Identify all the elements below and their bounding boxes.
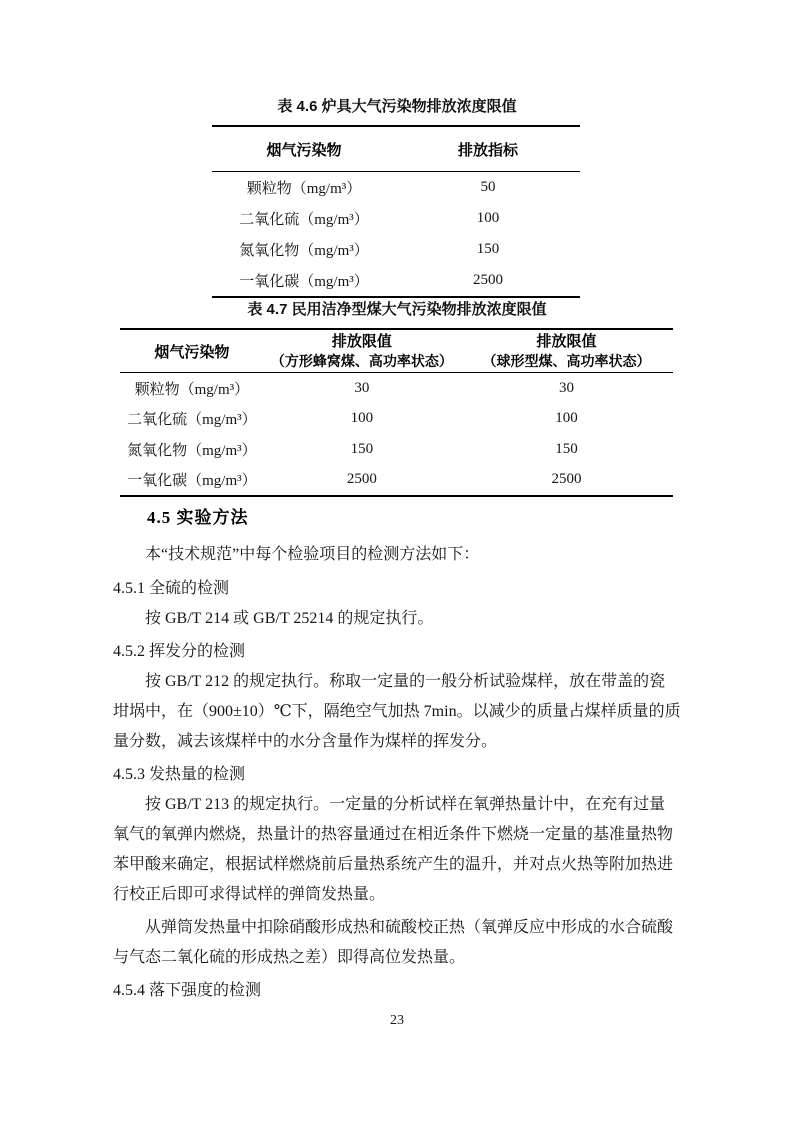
section-heading-4-5: 4.5 实验方法 (147, 508, 249, 527)
table-row (120, 465, 673, 497)
body-line: 按 GB/T 214 或 GB/T 25214 的规定执行。 (145, 610, 434, 627)
value-cell: 100 (350, 410, 374, 427)
header-limit-label: 排放限值 (331, 332, 392, 350)
table-row (212, 234, 580, 265)
subsection-heading-4-5-4: 4.5.4 落下强度的检测 (113, 982, 262, 999)
table-4-6 (212, 125, 580, 298)
table-4-7 (120, 328, 673, 497)
value-cell: 150 (555, 440, 578, 457)
value-cell: 2500 (473, 272, 503, 288)
table-row (120, 404, 673, 435)
column-header-pollutant: 烟气污染物 (212, 126, 396, 172)
pollutant-cell: 氮氧化物（mg/m³） (127, 442, 257, 459)
body-line: 与气态二氧化硫的形成热之差）即得高位发热量。 (113, 949, 466, 966)
body-line: 氧气的氧弹内燃烧，热量计的热容量通过在相近条件下燃烧一定量的基准量热物 (113, 826, 674, 843)
table-row (212, 265, 580, 297)
value-cell: 2500 (346, 471, 377, 488)
header-limit-condition: （方形蜂窝煤、高功率状态） (270, 352, 453, 369)
value-cell: 150 (476, 241, 500, 257)
value-cell: 50 (480, 179, 496, 195)
body-line: 坩埚中，在（900±10）℃下，隔绝空气加热 7min。以减少的质量占煤样质量的质 (113, 703, 681, 720)
value-cell: 100 (555, 410, 578, 427)
table-4-7-caption: 表 4.7 民用洁净型煤大气污染物排放浓度限值 (247, 301, 547, 318)
value-cell: 150 (350, 440, 374, 457)
subsection-heading-4-5-3: 4.5.3 发热量的检测 (113, 766, 246, 783)
table-4-6-header-row (212, 126, 580, 172)
pollutant-cell: 颗粒物（mg/m³） (246, 181, 362, 197)
table-4-6-caption: 表 4.6 炉具大气污染物排放浓度限值 (277, 98, 517, 115)
column-header-emission-index: 排放指标 (396, 126, 580, 172)
value-cell: 2500 (551, 471, 582, 488)
pollutant-cell: 二氧化硫（mg/m³） (127, 412, 257, 429)
body-line: 从弹筒发热量中扣除硝酸形成热和硫酸校正热（氧弹反应中形成的水合硫酸 (145, 919, 674, 936)
header-limit-condition: （球形型煤、高功率状态） (482, 352, 651, 369)
body-line: 量分数，减去该煤样中的水分含量作为煤样的挥发分。 (113, 733, 498, 750)
table-row (212, 203, 580, 234)
header-limit-label: 排放限值 (536, 332, 597, 350)
page-number: 23 (390, 1013, 404, 1028)
pollutant-cell: 一氧化碳（mg/m³） (127, 473, 257, 490)
value-cell: 100 (476, 210, 500, 226)
pollutant-cell: 氮氧化物（mg/m³） (239, 243, 369, 259)
pollutant-cell: 一氧化碳（mg/m³） (239, 274, 369, 290)
subsection-heading-4-5-2: 4.5.2 挥发分的检测 (113, 643, 246, 660)
body-line: 行校正后即可求得试样的弹筒发热量。 (113, 886, 386, 903)
body-line: 按 GB/T 213 的规定执行。一定量的分析试样在氧弹热量计中，在充有过量 (145, 796, 666, 813)
body-line: 苯甲酸来确定，根据试样燃烧前后量热系统产生的温升，并对点火热等附加热进 (113, 856, 674, 873)
column-header-pollutant: 烟气污染物 (120, 329, 264, 373)
value-cell: 30 (354, 379, 370, 396)
value-cell: 30 (559, 379, 575, 396)
intro-line: 本“技术规范”中每个检验项目的检测方法如下： (145, 546, 480, 563)
pollutant-cell: 二氧化硫（mg/m³） (239, 212, 369, 228)
subsection-heading-4-5-1: 4.5.1 全硫的检测 (113, 580, 230, 597)
table-4-7-header-row (120, 329, 673, 373)
body-line: 按 GB/T 212 的规定执行。称取一定量的一般分析试验煤样，放在带盖的瓷 (145, 673, 666, 690)
pollutant-cell: 颗粒物（mg/m³） (134, 381, 250, 398)
table-row (212, 172, 580, 204)
table-row (120, 373, 673, 404)
column-header-limit-spherical (460, 329, 673, 373)
column-header-limit-honeycomb (264, 329, 460, 373)
section-body (113, 540, 688, 1006)
table-row (120, 434, 673, 465)
